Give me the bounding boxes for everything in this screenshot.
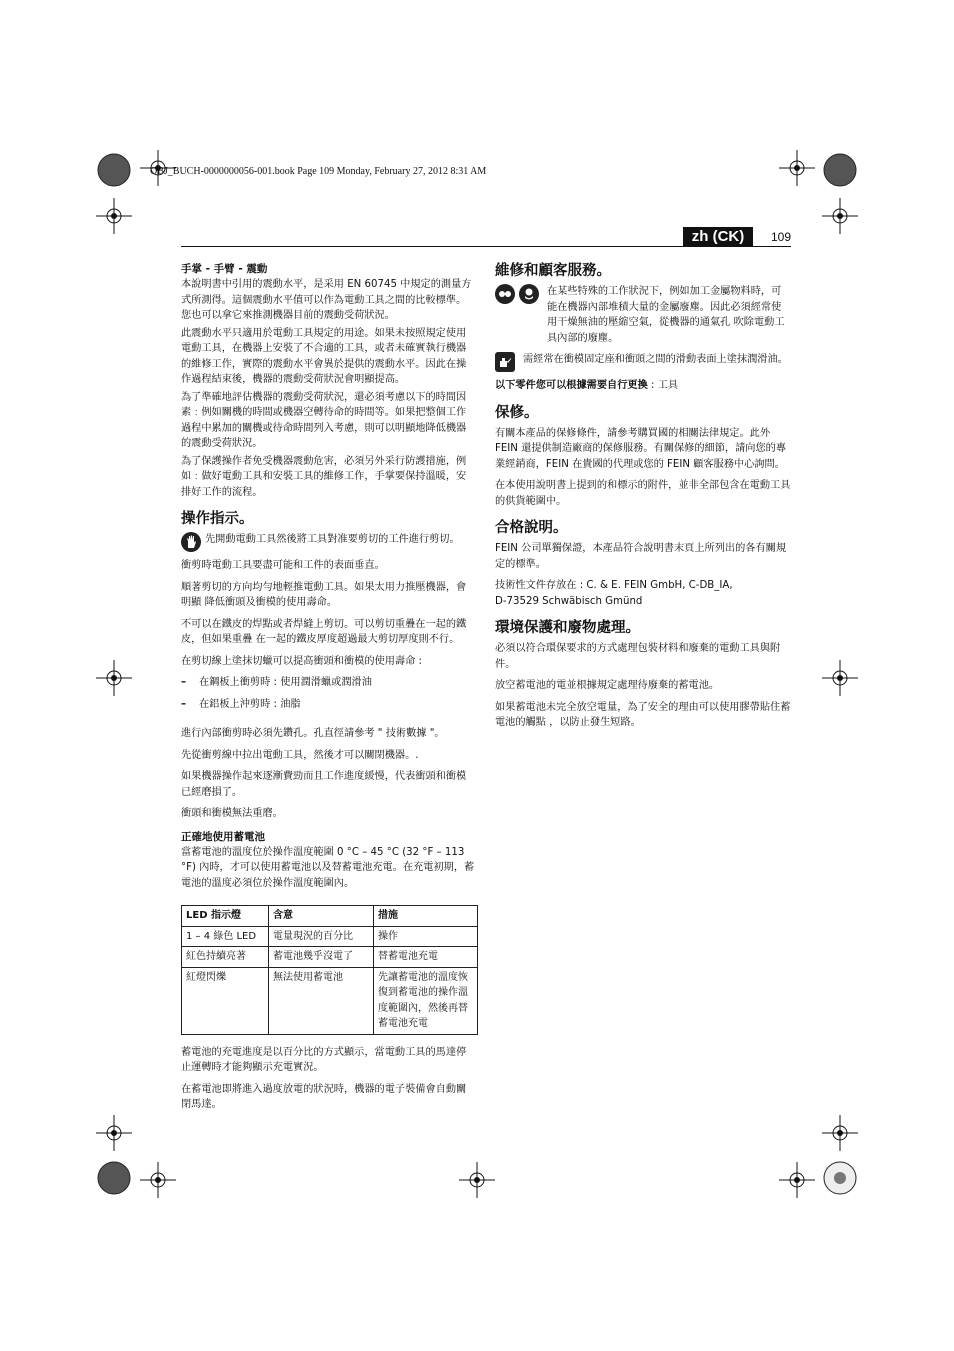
table-header: 措施 (374, 906, 478, 927)
paragraph: 此震動水平只適用於電動工具規定的用途。如果未按照規定使用電動工具，在機器上安裝了不合適的工具，或者未確實執行機器的維修工作，實際的震動水平會異於提供的震動水平。因此在操作過程結束後，機器的震動受荷狀況會明顯提高。 (181, 327, 467, 385)
paragraph: 放空蓄電池的電並根據規定處理待廢棄的蓄電池。 (495, 680, 720, 691)
paragraph: 為了準確地評估機器的震動受荷狀況，還必須考慮以下的時間因素﹕例如關機的時間或機器空轉待命的時間等。如果把整個工作過程中累加的關機或待命時間列入考慮，則可以明顯地降低機器的震動受荷狀況。 (181, 391, 467, 449)
crosshair-mark (779, 1162, 815, 1198)
crosshair-mark (779, 150, 815, 186)
crosshair-mark (822, 660, 858, 696)
file-slug: OBJ_BUCH-0000000056-001.book Page 109 Monday, February 27, 2012 8:31 AM (150, 166, 487, 177)
paragraph: FEIN 公司單獨保證，本產品符合說明書末頁上所列出的各有關規定的標準。 (495, 543, 787, 570)
oil-can-icon (495, 352, 515, 372)
table-row: 紅色持續亮著 蓄電池幾乎沒電了 替蓄電池充電 (182, 947, 478, 968)
paragraph: 本說明書中引用的震動水平，是采用 EN 60745 中規定的測量方式所測得。這個震動水平值可以作為電動工具之間的比較標準。您也可以拿它來推測機器目前的震動受荷狀況。 (181, 279, 472, 321)
paragraph: 為了保護操作者免受機器震動危害，必須另外采行防護措施，例如﹕做好電動工具和安裝工具的維修工作，手掌要保持溫暖，安排好工作的流程。 (181, 455, 467, 498)
paragraph: 順著剪切的方向均勻地輕推電動工具。如果太用力推壓機器，會明顯 降低衝頭及衝模的使用壽命。 (181, 581, 467, 608)
crosshair-mark (822, 1115, 858, 1151)
led-table (181, 905, 478, 1035)
subheading-battery: 正確地使用蓄電池 (181, 830, 265, 843)
paragraph: 先從衝剪線中拉出電動工具，然後才可以關閉機器。. (181, 749, 419, 761)
paragraph: 蓄電池的充電進度是以百分比的方式顯示，當電動工具的馬達停止運轉時才能夠顯示充電實況。 (181, 1046, 467, 1073)
spare-parts-line: 以下零件您可以根據需要自行更換 : 工具 (495, 380, 679, 391)
header-rule (181, 246, 791, 247)
service-note-text: 在某些特殊的工作狀況下，例如加工金屬物料時，可能在機器內部堆積大量的金屬廢塵。因此必須經常使用干燥無油的壓縮空氣，從機器的通氣孔 吹除電動工具內部的廢塵。 (547, 286, 785, 344)
crosshair-mark (96, 198, 132, 234)
crosshair-mark (459, 1162, 495, 1198)
table-row: 1 – 4 綠色 LED 電量現況的百分比 操作 (182, 926, 478, 947)
registration-mark (96, 152, 132, 188)
glove-note-text: 先開動電動工具然後將工具對准要剪切的工件進行剪切。 (205, 534, 460, 545)
crosshair-mark (140, 1162, 176, 1198)
heading-service: 維修和顧客服務。 (495, 263, 611, 279)
paragraph: 如果機器操作起來逐漸費勁而且工作進度緩慢，代表衝頭和衝模已經磨損了。 (181, 771, 467, 798)
oil-note-text: 需經常在衝模固定座和衝頭之間的滑動表面上塗抹潤滑油。 (523, 354, 788, 365)
paragraph: 如果蓄電池未完全放空電量，為了安全的理由可以使用膠帶貼住蓄電池的觸點 ，以防止發生短路。 (495, 701, 791, 728)
glove-icon (181, 532, 201, 552)
subheading-vibration: 手掌 - 手臂 - 震動 (181, 263, 268, 275)
icon-note (181, 532, 475, 552)
crosshair-mark (96, 660, 132, 696)
icon-note (495, 284, 791, 346)
page-number: 109 (771, 230, 792, 244)
paragraph: 在剪切線上塗抹切蠟可以提高衝頭和衝模的使用壽命 : (181, 655, 422, 667)
paragraph: 進行內部衝剪時必須先鑽孔。孔直徑請參考 " 技術數據 "。 (181, 728, 445, 739)
language-badge: zh (CK) (683, 227, 753, 247)
paragraph: 在本使用說明書上提到的和標示的附件，並非全部包含在電動工具的供貨範圍中。 (495, 480, 791, 507)
table-row: 紅燈閃爍 無法使用蓄電池 先讓蓄電池的溫度恢復到蓄電池的操作溫度範圍內，然後再替蓄電池充電 (182, 967, 478, 1034)
table-header: 含意 (269, 906, 374, 927)
icon-note (495, 352, 791, 372)
registration-mark (96, 1160, 132, 1196)
safety-goggles-icon (495, 284, 515, 304)
paragraph: 在蓄電池即將進入過度放電的狀況時，機器的電子裝備會自動關閉馬達。 (181, 1083, 467, 1110)
table-header: LED 指示燈 (182, 906, 269, 927)
heading-environment: 環境保護和廢物處理。 (495, 620, 640, 636)
paragraph: D-73529 Schwäbisch Gmünd (495, 595, 643, 607)
list-item: – 在鋼板上衝剪時 : 使用潤滑蠟或潤滑油 (181, 677, 372, 688)
paragraph: 不可以在鐵皮的焊點或者焊縫上剪切。可以剪切重疊在一起的鐵皮，但如果重疊 在一起的鐵皮厚度超過最大剪切厚度則不行。 (181, 618, 467, 645)
paragraph: 必須以符合環保要求的方式處理包裝材料和廢棄的電動工具與附件。 (495, 643, 781, 670)
list-item: – 在鋁板上沖剪時 : 油脂 (181, 698, 301, 710)
paragraph: 技術性文件存放在 : C. & E. FEIN GmbH, C-DB_IA, (495, 580, 733, 591)
right-column (495, 262, 791, 737)
paragraph: 衝剪時電動工具要盡可能和工件的表面垂直。 (181, 560, 385, 571)
paragraph: 當蓄電池的溫度位於操作溫度範圍 0 °C – 45 °C (32 °F – 113 °F) 內時，才可以使用蓄電池以及替蓄電池充電。在充電初期，蓄電池的溫度必須位於操作溫度範圍內。 (181, 846, 475, 889)
dust-mask-icon (519, 284, 539, 304)
heading-conformity: 合格說明。 (495, 520, 568, 536)
registration-mark (822, 1160, 858, 1196)
crosshair-mark (96, 1115, 132, 1151)
crosshair-mark (822, 198, 858, 234)
heading-operation: 操作指示。 (181, 511, 254, 527)
heading-warranty: 保修。 (495, 404, 539, 421)
left-column (181, 262, 475, 1119)
paragraph: 有關本產品的保修條件，請參考購買國的相關法律規定。此外 FEIN 還提供制造廠商的保修服務。有關保修的細節，請向您的專業經銷商，FEIN 在貴國的代理或您的 FEIN 顧客服務中心詢問。 (495, 427, 787, 470)
paragraph: 衝頭和衝模無法重磨。 (181, 808, 283, 819)
registration-mark (822, 152, 858, 188)
